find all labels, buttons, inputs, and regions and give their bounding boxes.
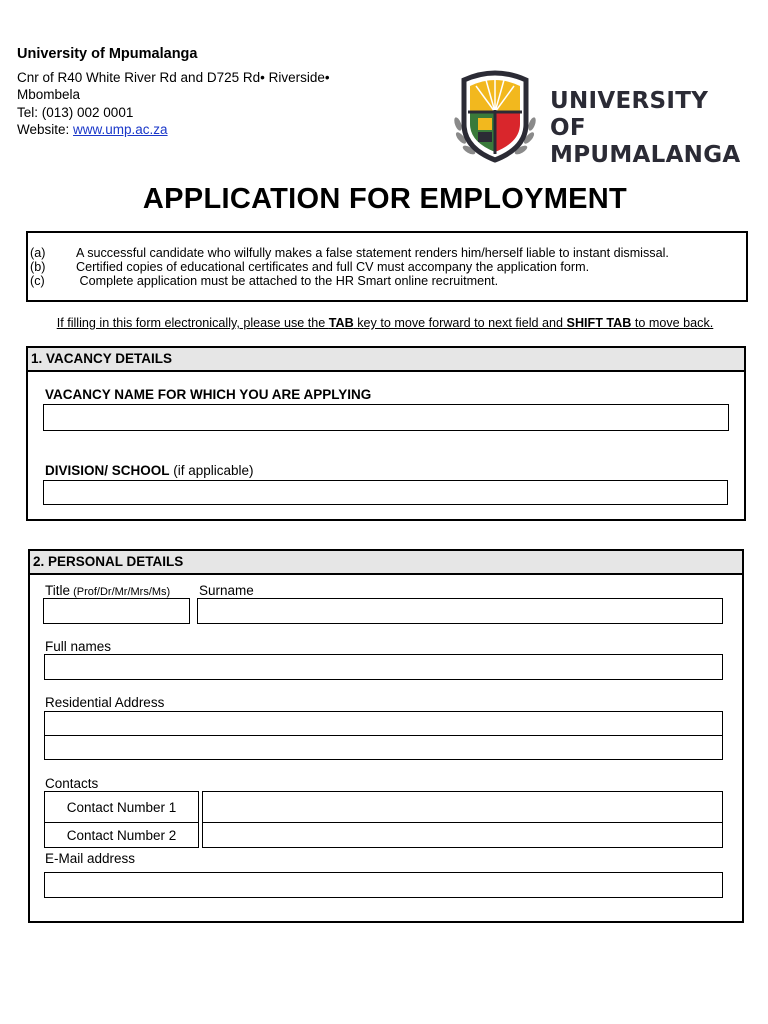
university-logo	[448, 66, 741, 168]
vacancy-details-section	[26, 346, 746, 521]
division-label	[45, 463, 254, 478]
website-link[interactable]: www.ump.ac.za	[73, 122, 168, 137]
note-key: (b)	[30, 260, 46, 274]
note-text: Complete application must be attached to the HR Smart online recruitment.	[76, 274, 499, 288]
vacancy-name-input[interactable]	[43, 404, 729, 431]
form-title: APPLICATION FOR EMPLOYMENT	[142, 183, 628, 215]
personal-details-section	[28, 549, 744, 923]
title-label-text: Title	[45, 583, 71, 598]
telephone: Tel: (013) 002 0001	[17, 105, 134, 120]
division-input[interactable]	[43, 480, 728, 505]
logo-line-2: MPUMALANGA	[550, 142, 741, 168]
note-text: Certified copies of educational certificates and full CV must accompany the application form.	[76, 260, 590, 274]
title-label	[45, 583, 170, 598]
logo-wordmark	[550, 88, 741, 169]
section-heading: 2. PERSONAL DETAILS	[30, 551, 742, 575]
shift-tab-key-label: SHIFT TAB	[566, 316, 632, 330]
surname-input[interactable]	[197, 598, 723, 624]
institution-name: University of Mpumalanga	[17, 46, 198, 62]
vacancy-name-label: VACANCY NAME FOR WHICH YOU ARE APPLYING	[45, 387, 372, 402]
contact-number-1-label: Contact Number 1	[44, 791, 199, 823]
notes-box	[26, 231, 748, 302]
division-hint: (if applicable)	[169, 463, 254, 478]
full-names-label: Full names	[45, 639, 112, 654]
tab-key-label: TAB	[328, 316, 354, 330]
contact-number-2-label: Contact Number 2	[44, 822, 199, 848]
university-crest-icon	[448, 66, 543, 166]
note-key: (a)	[30, 246, 46, 260]
contact-number-1-input[interactable]	[202, 791, 723, 823]
website-label: Website:	[17, 122, 74, 137]
section-heading: 1. VACANCY DETAILS	[28, 348, 744, 372]
note-a	[30, 246, 669, 260]
surname-label: Surname	[199, 583, 254, 598]
email-label: E-Mail address	[45, 851, 136, 866]
title-hint: (Prof/Dr/Mr/Mrs/Ms)	[70, 586, 171, 598]
instruction-text: key to move forward to next field and	[353, 316, 567, 330]
contacts-label: Contacts	[45, 776, 99, 791]
residential-address-label: Residential Address	[45, 695, 165, 710]
contact-number-2-input[interactable]	[202, 822, 723, 848]
address-line-1: Cnr of R40 White River Rd and D725 Rd• Riverside•	[17, 70, 330, 85]
instruction-text: to move back.	[631, 316, 714, 330]
note-b	[30, 260, 589, 274]
full-names-input[interactable]	[44, 654, 723, 680]
note-key: (c)	[30, 274, 45, 288]
instruction-text: If filling in this form electronically, please use the	[56, 316, 329, 330]
keyboard-instruction	[0, 316, 768, 330]
website-line	[17, 122, 168, 137]
division-label-text: DIVISION/ SCHOOL	[45, 463, 170, 478]
email-input[interactable]	[44, 872, 723, 898]
note-text: A successful candidate who wilfully makes a false statement renders him/herself liable to instant dismissal.	[76, 246, 669, 260]
title-input[interactable]	[43, 598, 190, 624]
logo-line-1: UNIVERSITY OF	[550, 88, 709, 141]
note-c	[30, 274, 498, 288]
address-line-1-input[interactable]	[44, 711, 723, 736]
address-line-2-input[interactable]	[44, 735, 723, 760]
address-line-2: Mbombela	[17, 87, 81, 102]
